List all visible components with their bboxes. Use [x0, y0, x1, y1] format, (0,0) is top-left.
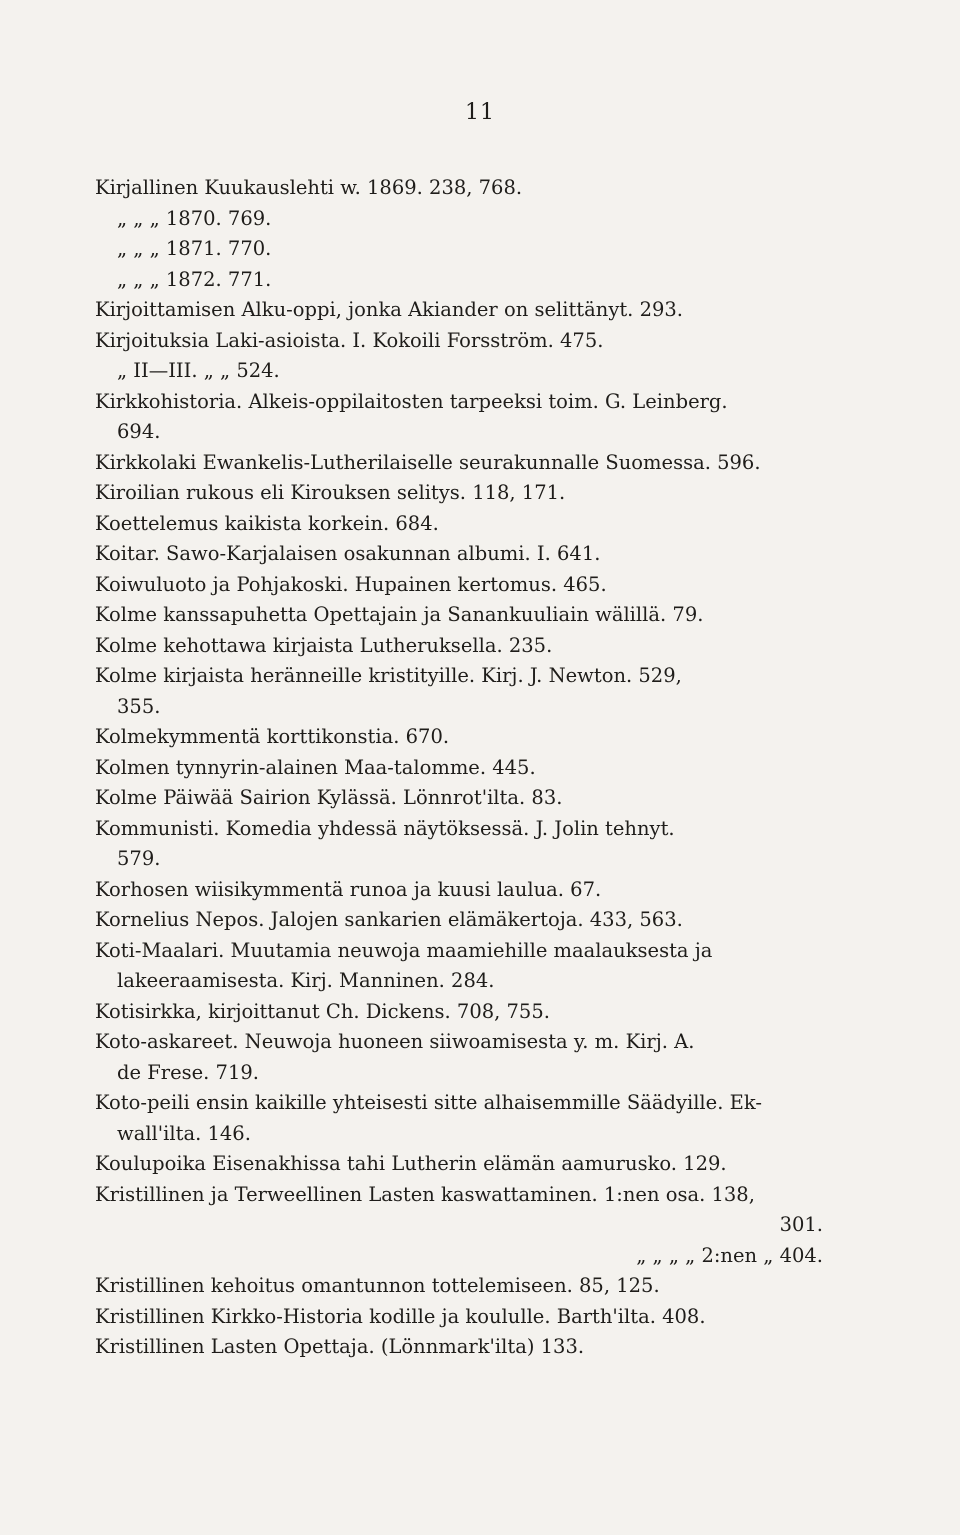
index-line: Kristillinen Lasten Opettaja. (Lönnmark'ilta) 133.: [95, 1335, 585, 1358]
index-line: Koettelemus kaikista korkein. 684.: [95, 511, 439, 535]
index-line: Koto-askareet. Neuwoja huoneen siiwoamisesta y. m. Kirj. A.: [95, 1030, 695, 1053]
index-line: de Frese. 719.: [117, 1060, 259, 1084]
index-line: Kornelius Nepos. Jalojen sankarien elämäkertoja. 433, 563.: [95, 908, 683, 931]
index-line: Kommunisti. Komedia yhdessä näytöksessä. J. Jolin tehnyt.: [95, 816, 675, 840]
index-line: Kolme kirjaista heränneille kristityille. Kirj. J. Newton. 529,: [95, 664, 682, 687]
index-line: 694.: [117, 420, 161, 443]
index-line: Kristillinen ja Terweellinen Lasten kaswattaminen. 1:nen osa. 138,: [95, 1182, 755, 1206]
index-line: Koitar. Sawo-Karjalaisen osakunnan albumi. I. 641.: [95, 542, 601, 565]
index-line: „ „ „ „ 2:nen „ 404.: [636, 1243, 823, 1267]
index-line: Korhosen wiisikymmentä runoa ja kuusi laulua. 67.: [95, 877, 602, 901]
index-line: wall'ilta. 146.: [117, 1121, 251, 1145]
index-line: Kolmen tynnyrin-alainen Maa-talomme. 445.: [95, 755, 536, 779]
index-line: Kirjoituksia Laki-asioista. I. Kokoili Forsström. 475.: [95, 328, 604, 352]
index-line: Koti-Maalari. Muutamia neuwoja maamiehille maalauksesta ja: [95, 938, 713, 962]
index-line: Kirkkohistoria. Alkeis-oppilaitosten tarpeeksi toim. G. Leinberg.: [95, 389, 728, 413]
index-line: Kolme kehottawa kirjaista Lutheruksella. 235.: [95, 633, 553, 657]
index-line: Kirjoittamisen Alku-oppi, jonka Akiander on selittänyt. 293.: [95, 298, 683, 321]
index-line: Kiroilian rukous eli Kirouksen selitys. 118, 171.: [95, 481, 566, 504]
index-line: „ „ „ 1871. 770.: [117, 237, 272, 260]
index-line: Kristillinen kehoitus omantunnon tottelemiseen. 85, 125.: [95, 1274, 660, 1297]
index-line: Kolme Päiwää Sairion Kylässä. Lönnrot'ilta. 83.: [95, 786, 563, 809]
index-line: „ „ „ 1872. 771.: [117, 267, 272, 291]
index-line: 301.: [779, 1213, 823, 1236]
page-number: 11: [465, 100, 495, 125]
index-line: Kolmekymmentä korttikonstia. 670.: [95, 725, 450, 748]
index-line: Kolme kanssapuhetta Opettajain ja Sanankuuliain wälillä. 79.: [95, 603, 704, 626]
index-line: Koulupoika Eisenakhissa tahi Lutherin elämän aamurusko. 129.: [95, 1152, 727, 1175]
index-line: Kotisirkka, kirjoittanut Ch. Dickens. 708, 755.: [95, 999, 550, 1023]
index-line: Kirkkolaki Ewankelis-Lutherilaiselle seurakunnalle Suomessa. 596.: [95, 450, 761, 474]
index-line: 355.: [117, 694, 161, 718]
index-line: „ „ „ 1870. 769.: [117, 206, 272, 230]
index-line: 579.: [117, 847, 161, 870]
index-line: Kirjallinen Kuukauslehti w. 1869. 238, 768.: [95, 176, 523, 199]
index-entries: [95, 173, 835, 1363]
index-line: Kristillinen Kirkko-Historia kodille ja koululle. Barth'ilta. 408.: [95, 1304, 706, 1328]
index-line: lakeeraamisesta. Kirj. Manninen. 284.: [117, 969, 495, 992]
index-line: „ II—III. „ „ 524.: [117, 359, 280, 382]
index-line: Koto-peili ensin kaikille yhteisesti sitte alhaisemmille Säädyille. Ek-: [95, 1091, 762, 1114]
index-line: Koiwuluoto ja Pohjakoski. Hupainen kertomus. 465.: [95, 572, 607, 596]
